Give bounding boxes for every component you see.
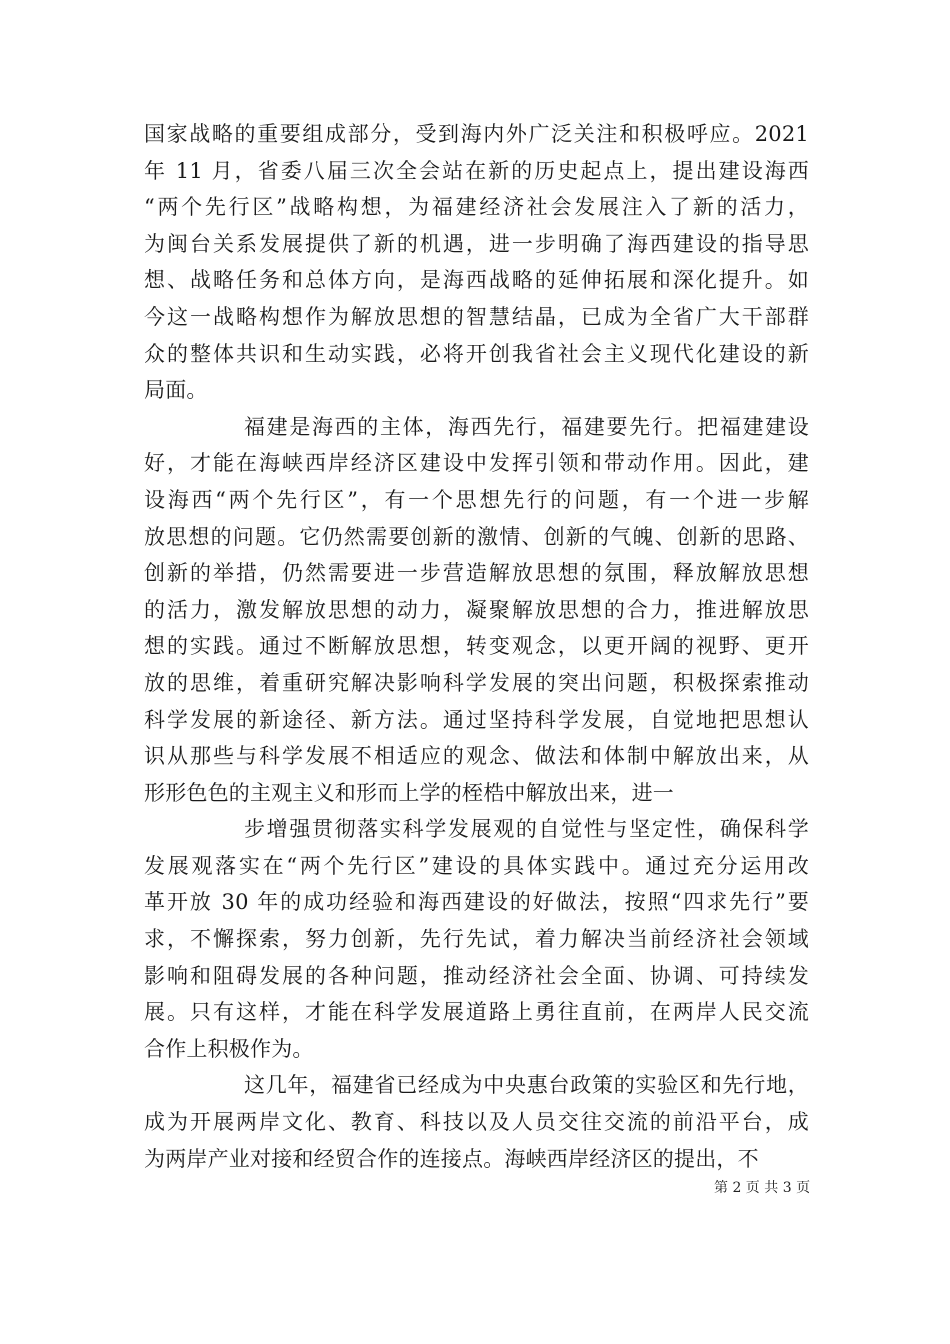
text-line: 为闽台关系发展提供了新的机遇，进一步明确了海西建设的指导思 xyxy=(144,231,809,256)
text-line: 形形色色的主观主义和形而上学的桎梏中解放出来，进一 xyxy=(144,780,674,805)
text-line: 识从那些与科学发展不相适应的观念、做法和体制中解放出来，从 xyxy=(144,744,809,769)
text-line: 设海西“两个先行区”，有一个思想先行的问题，有一个进一步解 xyxy=(144,487,809,512)
paragraph xyxy=(144,1067,809,1177)
text-line: 步增强贯彻落实科学发展观的自觉性与坚定性，确保科学 xyxy=(244,817,809,842)
text-line: “两个先行区”战略构想，为福建经济社会发展注入了新的活力， xyxy=(144,195,809,220)
text-line: 科学发展的新途径、新方法。通过坚持科学发展，自觉地把思想认 xyxy=(144,707,809,732)
page-number: 第 2 页 共 3 页 xyxy=(714,1180,811,1196)
text-line: 今这一战略构想作为解放思想的智慧结晶，已成为全省广大干部群 xyxy=(144,304,809,329)
text-line: 国家战略的重要组成部分，受到海内外广泛关注和积极呼应。2021 xyxy=(144,122,809,146)
paragraph xyxy=(144,116,809,409)
text-line: 展。只有这样，才能在科学发展道路上勇往直前，在两岸人民交流 xyxy=(144,1000,809,1025)
text-line: 为两岸产业对接和经贸合作的连接点。海峡西岸经济区的提出，不 xyxy=(144,1146,759,1171)
text-line: 放的思维，着重研究解决影响科学发展的突出问题，积极探索推动 xyxy=(144,670,809,695)
text-line: 放思想的问题。它仍然需要创新的激情、创新的气魄、创新的思路、 xyxy=(144,524,809,549)
text-line: 福建是海西的主体，海西先行，福建要先行。把福建建设 xyxy=(244,414,809,439)
text-line: 成为开展两岸文化、教育、科技以及人员交往交流的前沿平台，成 xyxy=(144,1110,809,1135)
text-line: 想的实践。通过不断解放思想，转变观念，以更开阔的视野、更开 xyxy=(144,634,809,659)
text-line: 局面。 xyxy=(144,378,208,403)
text-line: 革开放 30 年的成功经验和海西建设的好做法，按照“四求先行”要 xyxy=(144,890,809,915)
text-line: 年 11 月，省委八届三次全会站在新的历史起点上，提出建设海西 xyxy=(144,158,809,183)
text-line: 求，不懈探索，努力创新，先行先试，着力解决当前经济社会领域 xyxy=(144,927,809,952)
text-line: 众的整体共识和生动实践，必将开创我省社会主义现代化建设的新 xyxy=(144,341,809,366)
text-line: 想、战略任务和总体方向，是海西战略的延伸拓展和深化提升。如 xyxy=(144,268,809,293)
text-line: 影响和阻碍发展的各种问题，推动经济社会全面、协调、可持续发 xyxy=(144,963,809,988)
document-body xyxy=(144,116,809,1177)
text-line: 发展观落实在“两个先行区”建设的具体实践中。通过充分运用改 xyxy=(144,853,809,878)
text-line: 好，才能在海峡西岸经济区建设中发挥引领和带动作用。因此，建 xyxy=(144,451,809,476)
paragraph xyxy=(144,409,809,812)
text-line: 的活力，激发解放思想的动力，凝聚解放思想的合力，推进解放思 xyxy=(144,597,809,622)
text-line: 这几年，福建省已经成为中央惠台政策的实验区和先行地， xyxy=(244,1073,809,1098)
paragraph xyxy=(144,811,809,1067)
text-line: 合作上积极作为。 xyxy=(144,1036,314,1061)
text-line: 创新的举措，仍然需要进一步营造解放思想的氛围，释放解放思想 xyxy=(144,561,809,586)
